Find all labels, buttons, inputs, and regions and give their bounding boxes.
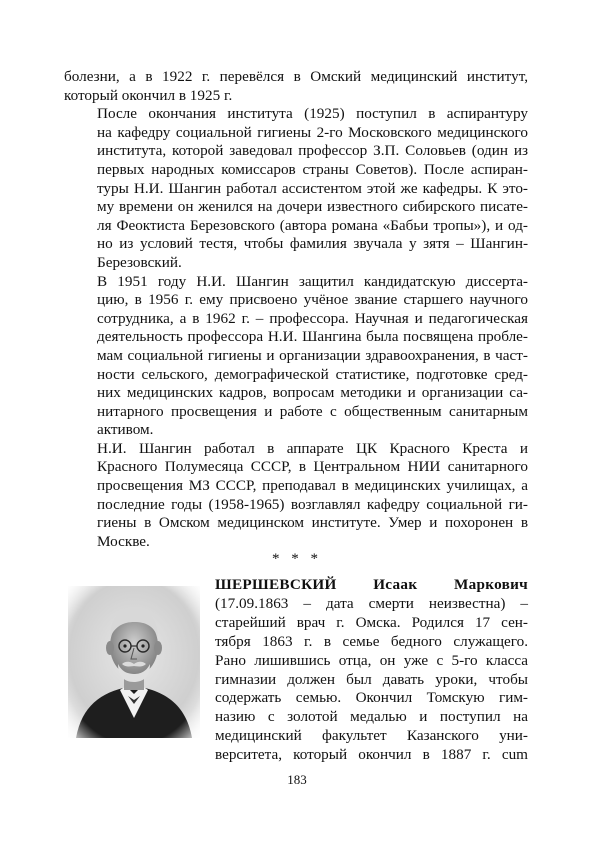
bio-text-line: назию с золотой медалью и поступил на — [215, 708, 528, 726]
main-text — [64, 68, 528, 551]
portrait-photo — [68, 586, 200, 738]
section-separator: * * * — [272, 551, 322, 567]
text-line: болезни, а в 1922 г. перевёлся в Омский медицинский институт, — [64, 68, 528, 85]
text-line: ля Феоктиста Березовского (автора романа «Бабьи тропы»), и од- — [97, 216, 528, 234]
paragraph — [64, 273, 528, 440]
bio-text-line: медицинский факультет Казанского уни- — [215, 727, 528, 745]
paragraph — [64, 68, 528, 105]
text-line: цию, в 1956 г. ему присвоено учёное звание старшего научного — [97, 291, 528, 309]
text-line: му времени он женился на дочери известного сибирского писате- — [97, 198, 528, 216]
text-line: В 1951 году Н.И. Шангин защитил кандидатскую диссерта- — [97, 272, 528, 290]
text-line: который окончил в 1925 г. — [64, 86, 233, 104]
paragraph — [64, 440, 528, 552]
text-line: них медицинских кадров, вопросам методики и организации са- — [97, 384, 528, 402]
text-line: Н.И. Шангин работал в аппарате ЦК Красного Креста и — [97, 439, 528, 457]
text-line: последние годы (1958-1965) возглавлял кафедру социальной ги- — [97, 495, 528, 513]
text-line: деятельность профессора Н.И. Шангина была посвящена пробле- — [97, 328, 528, 346]
bio-text-line: гимназии должен был давать уроки, чтобы — [215, 670, 528, 688]
page-number: 183 — [287, 772, 307, 787]
bio-text-line: тября 1863 г. в семье бедного служащего. — [215, 632, 528, 650]
text-line: мам социальной гигиены и организации здравоохранения, в част- — [97, 346, 528, 364]
bio-text-line: верситета, который окончил в 1887 г. cum — [215, 746, 528, 764]
text-line: на кафедру социальной гигиены 2-го Московского медицинского — [97, 123, 528, 141]
paragraph — [64, 105, 528, 272]
portrait-image — [68, 586, 200, 738]
text-line: туры Н.И. Шангин работал ассистентом этой же кафедры. К это- — [97, 179, 528, 197]
text-line: Москве. — [97, 532, 150, 550]
bio-text-line: содержать семью. Окончил Томскую гим- — [215, 689, 528, 707]
person-name: ШЕРШЕВСКИЙ Исаак Маркович — [215, 576, 528, 593]
text-line: гиены в Омском медицинском институте. Умер и похоронен в — [97, 514, 528, 532]
text-line: Красного Полумесяца СССР, в Центральном НИИ санитарного — [97, 458, 528, 476]
text-line: сотрудника, а в 1962 г. – профессора. Научная и педагогическая — [97, 309, 528, 327]
bio-text-line: старейший врач г. Омска. Родился 17 сен- — [215, 613, 528, 631]
bio-text-line: Рано лишившись отца, он уже с 5-го класса — [215, 651, 528, 669]
text-line: института, которой заведовал профессор З.П. Соловьев (один из — [97, 142, 528, 160]
text-line: Березовский. — [97, 253, 182, 271]
biography-entry — [215, 576, 528, 765]
text-line: но из условий тестя, чтобы фамилия звучала у зятя – Шангин- — [97, 235, 528, 253]
text-line: просвещения МЗ СССР, преподавал в медицинских училищах, а — [97, 477, 528, 495]
text-line: После окончания института (1925) поступил в аспирантуру — [97, 105, 528, 123]
text-line: ности сельского, демографической статистике, подготовке сред- — [97, 365, 528, 383]
text-line: активом. — [97, 421, 154, 439]
text-line: первых народных комиссаров страны Советов). После аспиран- — [97, 160, 528, 178]
bio-text-line: (17.09.1863 – дата смерти неизвестна) – — [215, 594, 528, 612]
text-line: нитарного просвещения и работе с общественным санитарным — [97, 402, 528, 420]
bio-name-line — [215, 576, 528, 595]
